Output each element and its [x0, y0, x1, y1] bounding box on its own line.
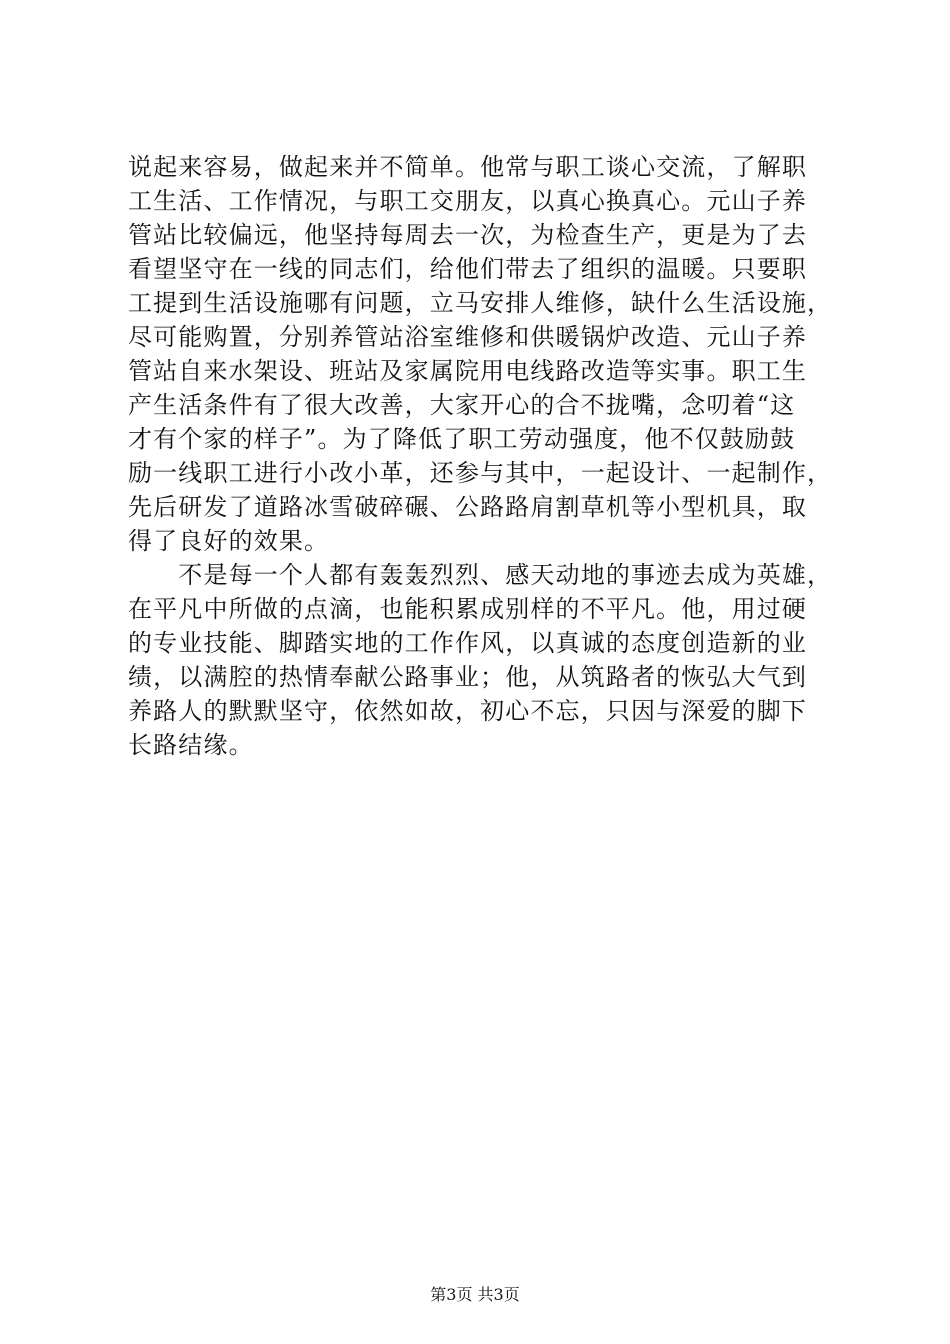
text-line: 的专业技能、脚踏实地的工作作风，以真诚的态度创造新的业: [128, 629, 808, 657]
text-line: 管站自来水架设、班站及家属院用电线路改造等实事。职工生: [128, 357, 808, 385]
text-line: 才有个家的样子”。为了降低了职工劳动强度，他不仅鼓励鼓: [128, 425, 796, 453]
text-line: 得了良好的效果。: [128, 527, 330, 555]
text-line: 尽可能购置，分别养管站浴室维修和供暖锅炉改造、元山子养: [128, 323, 808, 351]
text-line: 说起来容易，做起来并不简单。他常与职工谈心交流，了解职: [128, 153, 808, 181]
text-line: 管站比较偏远，他坚持每周去一次，为检查生产，更是为了去: [128, 221, 808, 249]
text-line: 养路人的默默坚守，依然如故，初心不忘，只因与深爱的脚下: [128, 697, 808, 725]
text-line: 不是每一个人都有轰轰烈烈、感天动地的事迹去成为英雄，: [128, 561, 833, 589]
text-line: 励一线职工进行小改小革，还参与其中，一起设计、一起制作，: [128, 459, 833, 487]
text-line: 工提到生活设施哪有问题，立马安排人维修，缺什么生活设施，: [128, 289, 833, 317]
text-line: 工生活、工作情况，与职工交朋友，以真心换真心。元山子养: [128, 187, 808, 215]
text-line: 看望坚守在一线的同志们，给他们带去了组织的温暖。只要职: [128, 255, 808, 283]
text-line: 产生活条件有了很大改善，大家开心的合不拢嘴，念叨着“这: [128, 391, 796, 419]
text-line: 先后研发了道路冰雪破碎碾、公路路肩割草机等小型机具，取: [128, 493, 808, 521]
text-line: 在平凡中所做的点滴，也能积累成别样的不平凡。他，用过硬: [128, 595, 808, 623]
page-number-footer: 第3页 共3页: [430, 1285, 520, 1304]
body-text: [128, 150, 833, 762]
text-line: 绩，以满腔的热情奉献公路事业；他，从筑路者的恢弘大气到: [128, 663, 808, 691]
text-line: 长路结缘。: [128, 731, 254, 759]
